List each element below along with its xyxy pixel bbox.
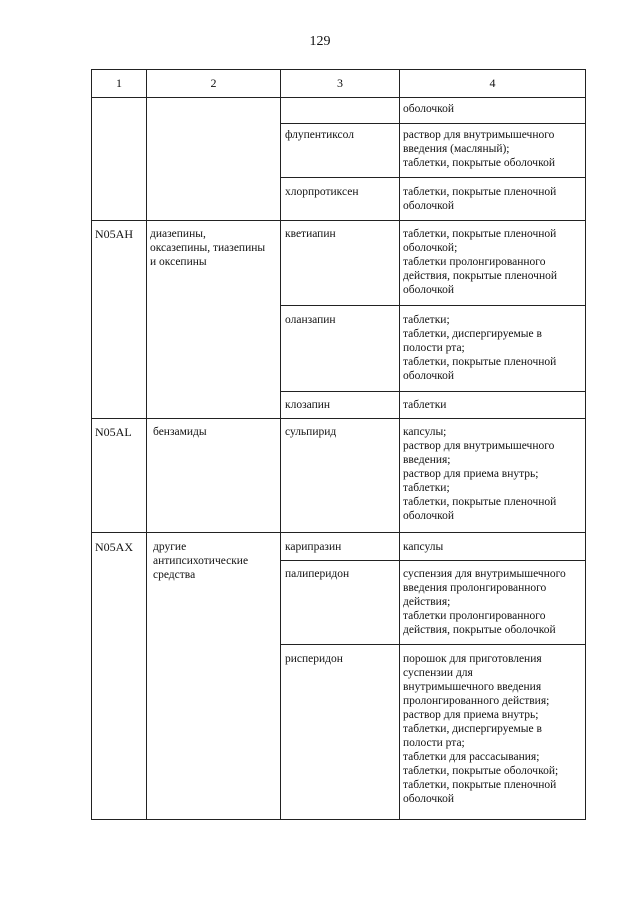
atc-code-cell: N05AX xyxy=(95,540,133,554)
drug-name-cell: кветиапин xyxy=(285,228,336,240)
drug-name-cell: флупентиксол xyxy=(285,129,354,141)
table-border-top xyxy=(91,69,586,70)
forms-cell: капсулы xyxy=(403,541,444,553)
drug-name-cell: хлорпротиксен xyxy=(285,186,359,198)
atc-code-cell: N05AL xyxy=(95,425,132,439)
forms-cell: таблетки, покрытые пленочной оболочкой; таблетки пролонгированного действия, покрытые пленочной оболочкой xyxy=(403,228,558,296)
row-divider xyxy=(280,391,586,392)
table-border-right xyxy=(585,69,586,820)
forms-cell: таблетки; таблетки, диспергируемые в полости рта; таблетки, покрытые пленочной оболочкой xyxy=(403,314,557,382)
group-divider xyxy=(91,532,586,533)
group-divider xyxy=(91,220,586,221)
forms-cell: суспензия для внутримышечного введения пролонгированного действия; таблетки пролонгированного действия, покрытые оболочкой xyxy=(403,568,566,636)
row-divider xyxy=(280,177,586,178)
row-divider xyxy=(280,123,586,124)
header-col-2: 2 xyxy=(210,76,217,90)
header-divider xyxy=(91,97,586,98)
table-border-left xyxy=(91,69,92,820)
drug-name-cell: клозапин xyxy=(285,399,331,411)
column-divider-2-3 xyxy=(280,69,281,820)
page-number: 129 xyxy=(309,34,331,49)
group-name-cell: диазепины, оксазепины, тиазепины и оксепины xyxy=(150,228,266,268)
header-col-4: 4 xyxy=(489,76,496,90)
header-col-1: 1 xyxy=(116,76,122,90)
row-divider xyxy=(280,305,586,306)
drug-name-cell: рисперидон xyxy=(285,653,343,665)
drug-name-cell: сульпирид xyxy=(285,426,337,438)
column-divider-1-2 xyxy=(146,69,147,820)
forms-cell: оболочкой xyxy=(403,103,455,115)
drug-name-cell: палиперидон xyxy=(285,568,350,580)
drug-name-cell: оланзапин xyxy=(285,314,336,326)
header-col-3: 3 xyxy=(337,76,343,90)
group-name-cell: бензамиды xyxy=(153,426,207,438)
row-divider xyxy=(280,560,586,561)
atc-code-cell: N05AH xyxy=(95,227,133,241)
column-divider-3-4 xyxy=(399,69,400,820)
drug-name-cell: карипразин xyxy=(285,541,342,553)
group-name-cell: другие антипсихотические средства xyxy=(153,541,249,581)
table-border-bottom xyxy=(91,819,586,820)
forms-cell: раствор для внутримышечного введения (масляный); таблетки, покрытые оболочкой xyxy=(403,129,555,169)
forms-cell: капсулы; раствор для внутримышечного введения; раствор для приема внутрь; таблетки; таблетки, покрытые пленочной оболочкой xyxy=(403,426,557,522)
forms-cell: таблетки xyxy=(403,399,447,411)
row-divider xyxy=(280,644,586,645)
forms-cell: таблетки, покрытые пленочной оболочкой xyxy=(403,186,557,212)
forms-cell: порошок для приготовления суспензии для внутримышечного введения пролонгированного действия; раствор для приема внутрь; таблетки, диспергируемые в полости рта; таблетки для рассасывания; таблетки, покрытые оболочкой; таблетки, покрытые пленочной оболочкой xyxy=(403,653,559,805)
group-divider xyxy=(91,418,586,419)
